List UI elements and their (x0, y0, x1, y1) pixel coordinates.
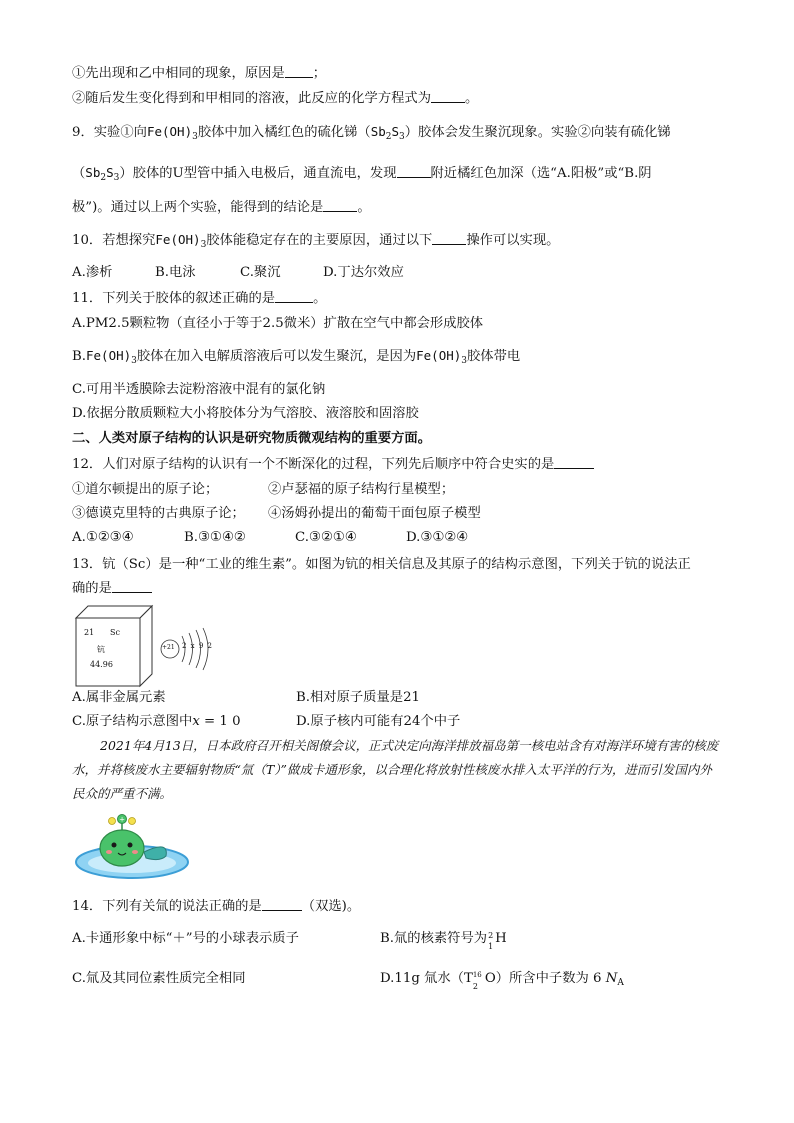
answer-blank[interactable] (275, 290, 313, 303)
nuclide-indices (487, 930, 495, 951)
mass-number: 16 (472, 971, 482, 979)
option-a[interactable]: A.PM2.5颗粒物（直径小于等于2.5微米）扩散在空气中都会形成胶体 (72, 316, 484, 331)
variable-x: x (192, 714, 200, 729)
formula-fe-oh: Fe(OH) (155, 232, 201, 247)
answer-blank[interactable] (431, 90, 465, 103)
element-name: 钪 (97, 645, 105, 654)
q9-line1 (72, 123, 671, 146)
nucleus-charge: +21 (162, 644, 175, 651)
q9-text: 。 (357, 200, 371, 215)
shell-electrons: 2 x 9 2 (182, 642, 213, 650)
q14-text: 14．下列有关氚的说法正确的是 (72, 899, 262, 914)
q11-text: 11．下列关于胶体的叙述正确的是 (72, 291, 276, 306)
cartoon-body (100, 830, 144, 866)
answer-blank[interactable] (323, 199, 357, 212)
mass-number: 2 (488, 931, 494, 940)
atomic-number: 21 (84, 628, 95, 637)
q9-line2 (72, 164, 652, 187)
option-b[interactable] (380, 930, 507, 951)
q9-text: （ (72, 166, 86, 181)
answer-blank[interactable] (554, 456, 594, 469)
element-symbol: Sc (110, 628, 120, 637)
formula-s: S (106, 165, 114, 180)
ball-icon (129, 818, 136, 825)
formula-fe-oh: Fe(OH) (146, 124, 193, 139)
element-symbol: H (495, 931, 507, 946)
formula-sub: 3 (113, 173, 120, 183)
q8-text1: ①先出现和乙中相同的现象，原因是 (72, 66, 285, 81)
formula-fe-oh: Fe(OH) (86, 348, 132, 363)
q13-stem-line2 (72, 580, 152, 598)
avogadro-symbol: N (605, 971, 618, 986)
formula-sub: 2 (472, 982, 478, 991)
q14-text: O）所含中子数为 6 (484, 971, 606, 986)
atomic-number: 1 (488, 942, 494, 951)
option-c[interactable]: C.③②①④ (295, 530, 357, 545)
option-a[interactable]: A.卡通形象中标“＋”号的小球表示质子 (72, 931, 299, 946)
option-d[interactable] (380, 970, 624, 992)
option-d[interactable]: D.依据分散质颗粒大小将胶体分为气溶胶、液溶胶和固溶胶 (72, 406, 419, 421)
option-d[interactable]: D.③①②④ (406, 530, 469, 545)
answer-blank[interactable] (397, 165, 431, 178)
q9-text: 极”)。通过以上两个实验，能得到的结论是 (72, 200, 324, 215)
q11-text: B. (72, 349, 86, 364)
q14-stem (72, 898, 360, 916)
cartoon-cheek (106, 850, 112, 854)
atomic-mass: 44.96 (90, 660, 113, 669)
q13-text: C.原子结构示意图中 (72, 714, 193, 729)
q12-text: 12．人们对原子结构的认识有一个不断深化的过程，下列先后顺序中符合史实的是 (72, 457, 555, 472)
tritium-cartoon-image (74, 812, 192, 880)
formula-sub: 3 (131, 356, 137, 366)
option-d[interactable]: D.丁达尔效应 (323, 265, 404, 280)
formula-indices (472, 970, 485, 991)
statement-1: ①道尔顿提出的原子论； (72, 482, 219, 497)
q10-stem (72, 231, 559, 254)
q14-text: B.氚的核素符号为 (380, 931, 488, 946)
cartoon-cheek (132, 850, 138, 854)
option-a[interactable]: A.①②③④ (72, 530, 134, 545)
svg-text:+: + (119, 815, 125, 824)
statement-3: ③德谟克里特的古典原子论； (72, 506, 245, 521)
statement-2: ②卢瑟福的原子结构行星模型； (268, 482, 455, 497)
q9-text: ）胶体会发生聚沉现象。实验②向装有硫化锑 (404, 125, 671, 140)
q8-line2 (72, 90, 478, 108)
ball-icon (109, 818, 116, 825)
answer-blank[interactable] (112, 580, 152, 593)
q9-text: 胶体中加入橘红色的硫化锑（ (197, 125, 371, 140)
q11-stem (72, 290, 326, 308)
option-c[interactable]: C.氚及其同位素性质完全相同 (72, 971, 246, 986)
formula-sub: 2 (100, 173, 107, 183)
formula-sub: 3 (461, 356, 468, 366)
formula-sub: 2 (385, 132, 392, 142)
q12-stem (72, 456, 594, 474)
formula-sub: 3 (192, 132, 198, 142)
formula-fe-oh: Fe(OH) (416, 348, 462, 363)
cartoon-eye (112, 843, 117, 848)
q9-text: 附近橘红色加深（选“A.阳极”或“B.阴 (430, 166, 652, 181)
answer-blank[interactable] (262, 898, 302, 911)
q14-text: D.11g 氚水（T (380, 971, 473, 986)
q8-line1 (72, 65, 326, 83)
formula-sb: Sb (85, 165, 101, 180)
option-a[interactable]: A.渗析 (72, 265, 113, 280)
q9-text: ）胶体的U型管中插入电极后，通直流电，发现 (119, 166, 397, 181)
formula-sb: Sb (370, 124, 386, 139)
q10-text: 操作可以实现。 (466, 233, 560, 248)
q8-text2: ②随后发生变化得到和甲相同的溶液，此反应的化学方程式为 (72, 91, 432, 106)
option-b[interactable]: B.相对原子质量是21 (296, 690, 420, 705)
q9-text: 9．实验①向 (72, 125, 147, 140)
q8-end1: ； (312, 66, 327, 81)
option-c[interactable] (72, 713, 241, 731)
q11-text: 胶体在加入电解质溶液后可以发生聚沉，是因为 (136, 349, 417, 364)
option-b[interactable]: B.电泳 (155, 265, 196, 280)
q13-stem-line1: 13．钪（Sc）是一种“工业的维生素”。如图为钪的相关信息及其原子的结构示意图，下列关于钪的说法正 (72, 557, 691, 572)
option-a[interactable]: A.属非金属元素 (72, 690, 166, 705)
q13-text: 确的是 (72, 581, 112, 596)
formula-s: S (391, 124, 400, 139)
option-c[interactable]: C.聚沉 (240, 265, 281, 280)
q10-text: 10．若想探究 (72, 233, 156, 248)
cartoon-eye (128, 843, 133, 848)
option-b[interactable]: B.③①④② (184, 530, 246, 545)
option-b[interactable] (72, 347, 520, 370)
element-cell (76, 606, 152, 686)
q11-text: 胶体带电 (467, 349, 521, 364)
option-d[interactable]: D.原子核内可能有24个中子 (296, 714, 461, 729)
statement-4: ④汤姆孙提出的葡萄干面包原子模型 (268, 506, 481, 521)
answer-blank[interactable] (285, 65, 313, 78)
q14-text: （双选)。 (301, 899, 361, 914)
formula-sub: 3 (399, 132, 405, 142)
section-heading: 二、人类对原子结构的认识是研究物质微观结构的重要方面。 (72, 431, 432, 446)
option-c[interactable]: C.可用半透膜除去淀粉溶液中混有的氯化钠 (72, 382, 326, 397)
formula-sub: 3 (200, 240, 207, 250)
q13-text: = 1 0 (199, 714, 241, 729)
reading-passage: 2021年4月13日，日本政府召开相关阁僚会议，正式决定向海洋排放福岛第一核电站含有对海洋环境有害的核废水，并将核废水主要辐射物质“氚（T）”做成卡通形象，以合理化将放射性核废水排入太平洋的行为，进而引发国内外民众的严重不满。 (72, 738, 719, 801)
q8-end2: 。 (465, 91, 479, 106)
q11-text: 。 (313, 291, 327, 306)
avogadro-sub: A (617, 978, 624, 988)
answer-blank[interactable] (432, 232, 466, 245)
q9-line3 (72, 199, 371, 217)
q10-text: 胶体能稳定存在的主要原因，通过以下 (206, 233, 433, 248)
